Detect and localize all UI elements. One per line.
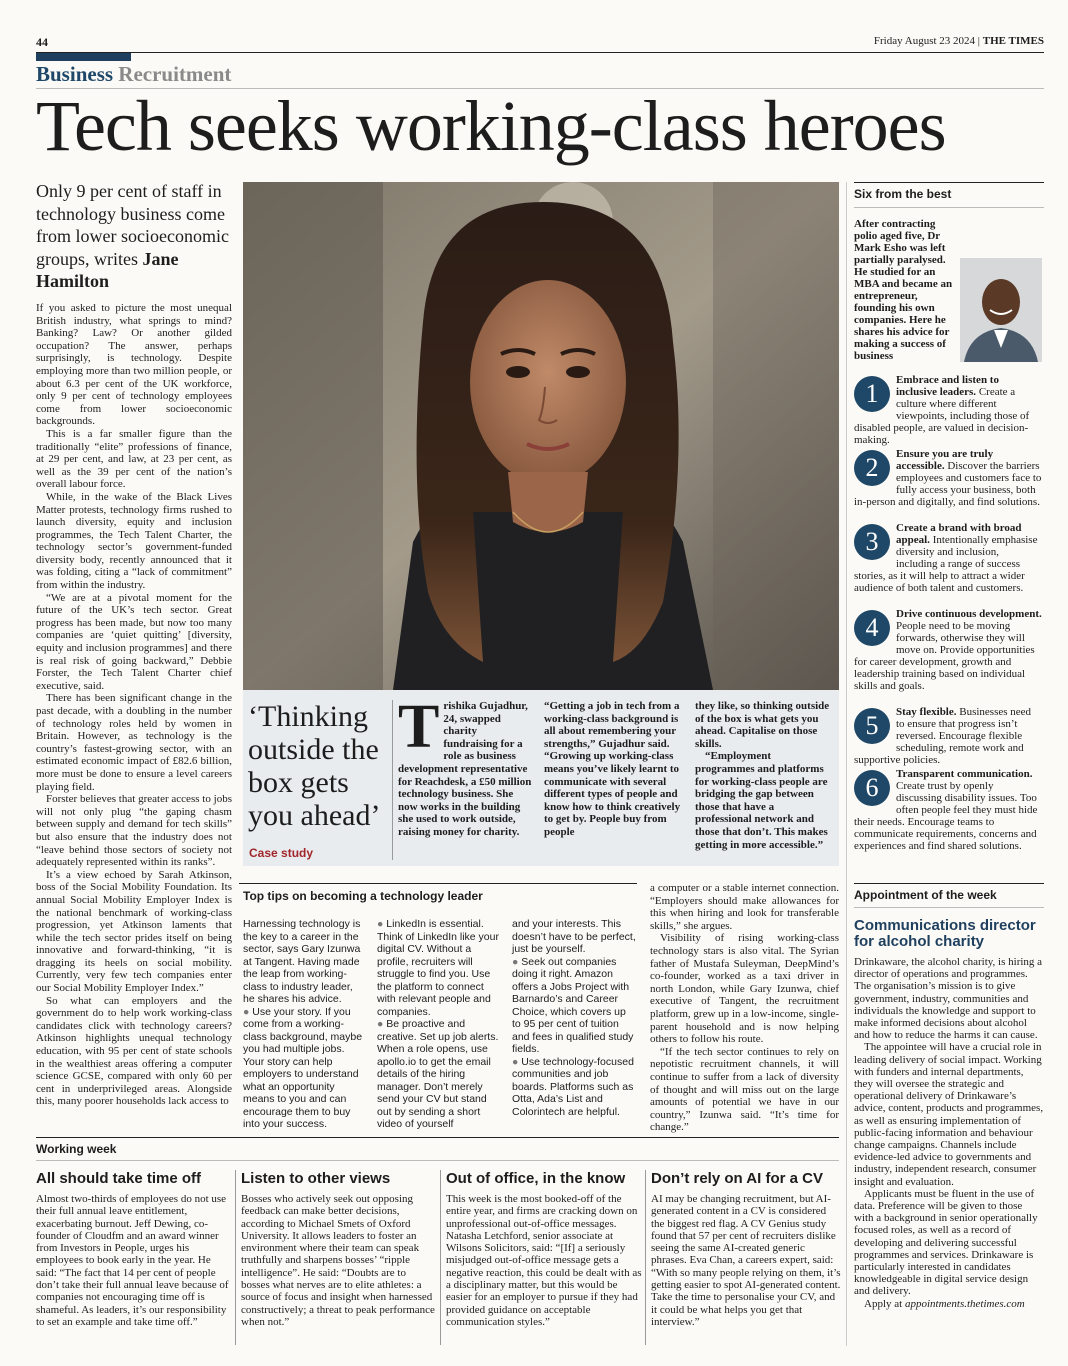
drop-cap: T bbox=[398, 693, 440, 761]
body-paragraph: While, in the wake of the Black Lives Matter protests, technology firms rushed to launch diversity, equity and inclusion programmes, the Tech Talent Charter, the technology sector’s government-funded diversity body, recently announced that it was folding, citing a “lack of commitment” from within the industry. bbox=[36, 490, 232, 592]
body-paragraph: So what can employers and the government do to help work working-class candidates click with technology careers? Atkinson highlights unequal technology education, with 95 per cent of state schools in the wealthiest areas offering a computer science GCSE, compared with only 60 per cent in underprivileged areas. Alongside this, many poorer households lack access to bbox=[36, 994, 232, 1108]
working-week-item: All should take time off Almost two-thirds of employees do not use their full annual leave entitlement, exacerbating burnout. Jeff Dewing, co-founder of Cloudfm and an award winner from Investors in People, urges his employees to book early in the year. He said: “The fact that 14 per cent of people don’t take their full annual leave because of companies not encouraging time off is shameful. As leaders, it’s our responsibility to set an example and take time off.” bbox=[36, 1170, 229, 1328]
dateline: Friday August 23 2024 | THE TIMES bbox=[873, 35, 1044, 47]
working-week-subrule bbox=[36, 1160, 839, 1161]
six-rule bbox=[854, 182, 1044, 183]
bullet-icon: ● bbox=[377, 918, 384, 930]
column-divider bbox=[392, 700, 393, 860]
six-item: 2 Ensure you are truly accessible. Discover the barriers employees and customers face to fully access your business, both in-person and digitally, and find solutions. bbox=[854, 448, 1042, 508]
tips-col-2: ● LinkedIn is essential. Think of LinkedIn like your digital CV. Without a profile, recruiters will struggle to find you. Use the platform to connect with relevant people and companies. ● Be proactive and creative. Set up job alerts. When a role opens, use apollo.io to get the email details of the hiring manager. Don’t merely send your CV but stand out by sending a short video of yourself bbox=[377, 918, 499, 1130]
tips-rule bbox=[239, 883, 637, 884]
case-study-col-2: “Getting a job in tech from a working-class background is all about remembering your strengths,” Gujadhur said. “Growing up working-class means you’ve likely learnt to communicate with several different types of people and know how to think creatively to get by. People buy from people bbox=[544, 700, 681, 838]
six-item: 1 Embrace and listen to inclusive leaders. Create a culture where different viewpoints, including those of disabled people, are valued in decision-making. bbox=[854, 374, 1030, 446]
body-paragraph: Forster believes that greater access to jobs will not only plug “the gaping chasm between supply and demand for tech skills” but also ensure that the industry does not “leave behind those sectors of society not adequately represented within its ranks”. bbox=[36, 793, 232, 869]
standfirst: Only 9 per cent of staff in technology business come from lower socioeconomic groups, writes Jane Hamilton bbox=[36, 181, 229, 291]
bullet-icon: ● bbox=[243, 1005, 250, 1018]
appointment-subrule bbox=[854, 907, 1044, 908]
tips-heading: Top tips on becoming a technology leader bbox=[243, 889, 483, 903]
body-paragraph: There has been significant change in the past decade, with a doubling in the number of technology roles held by women in Britain. However, as technology is the country’s fastest-growing sector, with an estimated economic impact of £82.6 billion, more must be done to ensure a level careers playing field. bbox=[36, 692, 232, 793]
six-intro: After contracting polio aged five, Dr Mark Esho was left partially paralysed. He studied for an MBA and became an entrepreneur, founding his own companies. Here he shares his advice for making a success of business bbox=[854, 218, 1042, 362]
portrait-photo bbox=[243, 182, 839, 690]
working-week-heading: Working week bbox=[36, 1142, 117, 1156]
six-item: 3 Create a brand with broad appeal. Intentionally emphasise diversity and inclusion, including a range of success stories, as it will help to attract a wider audience of both talent and customers. bbox=[854, 522, 1038, 594]
page-number: 44 bbox=[36, 35, 48, 49]
six-item: 4 Drive continuous development. People need to be moving forwards, otherwise they will move on. Provide opportunities for career development, growth and leadership training based on individual skills and goals. bbox=[854, 608, 1042, 692]
case-study-quote: ‘Thinking outside the box gets you ahead’ bbox=[248, 700, 381, 832]
bullet-icon: ● bbox=[377, 1018, 384, 1030]
body-paragraph: This is a far smaller figure than the traditionally “elite” professions of finance, at 29 per cent, and law, at 23 per cent, as well as the 39 per cent of the nation’s overall labour force. bbox=[36, 427, 232, 491]
apply-link[interactable]: appointments.thetimes.com bbox=[904, 1297, 1025, 1310]
main-article-body bbox=[36, 302, 232, 1108]
working-week-item: Out of office, in the know This week is the most booked-off of the entire year, and firms are cracking down on unprofessional out-of-office messages. Natasha Letchford, senior associate at Wilsons Solicitors, said: “[If] a seriously misjudged out-of-office message gets a negative reaction, this could be dealt with as a disciplinary matter, but this would be easier for an employer to pursue if they had provided guidance on acceptable communication styles.” bbox=[446, 1170, 642, 1328]
appointment-body: Drinkaware, the alcohol charity, is hiring a director of operations and programmes. The organisation’s mission is to give government, industry, communities and individuals the knowledge and support to make informed decisions about alcohol and how to reduce the harms it can cause. The appointee will have a crucial role in leading delivery of social impact. Working with funders and internal departments, they will oversee the strategic and operational delivery of Drinkaware’s advice, content, products and programmes, as well as ensuring implementation of public-facing information and behaviour change campaigns. Channels include evidence-led advice to governments and industry, independent research, consumer insight and evaluation. Applicants must be fluent in the use of data. Preference will be given to those with a background in senior operationally focused roles, as well as a record of developing and delivering successful programmes and services. Drinkaware is particularly interested in candidates knowledgeable in digital service design and delivery. Apply at appointments.thetimes.com bbox=[854, 956, 1044, 1310]
column-divider bbox=[645, 1170, 646, 1345]
appointment-heading: Appointment of the week bbox=[854, 888, 997, 902]
six-item: 6 Transparent communication. Create trust by openly discussing disability issues. Too often people feel they must hide their needs. Encourage teams to communicate requirements, concerns and experiences and find shared solutions. bbox=[854, 768, 1038, 852]
six-item: 5 Stay flexible. Businesses need to ensure that progress isn’t reversed. Encourage flexible scheduling, remote work and supportive policies. bbox=[854, 706, 1032, 766]
column-divider bbox=[235, 1170, 236, 1345]
bullet-icon: ● bbox=[512, 1055, 519, 1068]
bullet-icon: ● bbox=[512, 955, 519, 968]
case-study-col-3: they like, so thinking outside of the box is what gets you ahead. Capitalise on those skills. “Employment programmes and platforms for working-class people are bridging the gap between those that have a professional network and those that don’t. This makes getting in more accessible.” bbox=[695, 700, 830, 851]
tips-col-3: and your interests. This doesn’t have to be perfect, just be yourself. ● Seek out companies doing it right. Amazon offers a Jobs Project with Barnardo’s and Career Choice, which covers up to 95 per cent of tuition and fees in qualified study fields. ● Use technology-focused communities and job boards. Platforms such as Otta, Ada’s List and Colorintech are helpful. bbox=[512, 918, 636, 1118]
working-week-item: Listen to other views Bosses who actively seek out opposing feedback can make better decisions, according to Michael Smets of Oxford University. It allows leaders to foster an environment where their team can speak truthfully and sharpens bosses’ “ripple intelligence”. He said: “Doubts are to bosses what nerves are to elite athletes: a source of focus and insight when harnessed constructively; a threat to peak performance when not.” bbox=[241, 1170, 435, 1328]
body-paragraph: It’s a view echoed by Sarah Atkinson, boss of the Social Mobility Foundation. Its annual Social Mobility Employer Index is the national benchmark of working-class progression, yet Atkinson laments that while the tech sector prides itself on being innovative and forward-thinking, “it is dragging its heels on social mobility. Currently, very few tech companies enter our Social Mobility Employer Index.” bbox=[36, 868, 232, 995]
appointment-title: Communications director for alcohol charity bbox=[854, 917, 1036, 950]
case-study-label: Case study bbox=[249, 846, 314, 860]
headline: Tech seeks working-class heroes bbox=[36, 86, 946, 166]
appointment-rule bbox=[854, 883, 1044, 884]
six-list bbox=[854, 374, 1042, 852]
body-paragraph: “We are at a pivotal moment for the future of the UK’s tech sector. Great progress has been made, but now too many companies are ‘quiet quitting’ [diversity, equity and inclusion programmes] and there is real risk of going backward,” Debbie Forster, the Tech Talent Charter chief executive, said. bbox=[36, 591, 232, 692]
working-week-item: Don’t rely on AI for a CV AI may be changing recruitment, but AI-generated content in a CV is considered the biggest red flag. A CV Genius study found that 57 per cent of recruiters dislike seeing the same AI-created generic phrases. Eva Chan, a careers expert, said: “With so many people relying on them, it’s getting easier to spot AI-generated content. Take the time to personalise your CV, and it could be what helps you get that interview.” bbox=[651, 1170, 841, 1328]
six-subrule bbox=[854, 207, 1044, 208]
working-week-rule bbox=[36, 1137, 839, 1138]
top-rule bbox=[36, 52, 1044, 53]
section-color-bar bbox=[36, 52, 131, 61]
tips-col-1: Harnessing technology is the key to a career in the sector, says Gary Izunwa at Tangent. Having made the leap from working-class to industry leader, he shares his advice. ● Use your story. If you come from a working-class background, maybe you had multiple jobs. Your story can help employers to understand what an opportunity means to you and can encourage them to buy into your success. bbox=[243, 918, 363, 1130]
body-paragraph: If you asked to picture the most unequal British industry, what springs to mind? Banking? Law? Or another gilded occupation? The answer, perhaps surprisingly, is technology. Despite employing more than two million people, or about 6.3 per cent of the UK workforce, only 9 per cent of technology employees come from lower socioeconomic backgrounds. bbox=[36, 302, 232, 428]
mark-esho-photo bbox=[960, 258, 1042, 362]
section-label: Business Recruitment bbox=[36, 62, 232, 86]
article-continuation: a computer or a stable internet connection. “Employers should make allowances for this when hiring and look for transferable skills,” she argues. Visibility of rising working-class technology stars is also vital. The Syrian father of Mustafa Suleyman, DeepMind’s co-founder, worked as a taxi driver in north London, while Gary Izunwa, chief executive of Tangent, the recruitment platform, grew up in a low-income, single-parent household and is now helping others to follow his route. “If the tech sector continues to rely on nepotistic recruitment channels, it will continue to suffer from a lack of diversity of thought and will miss out on the large amounts of potential we have in our country,” Izunwa said. “It’s time for change.” bbox=[650, 882, 839, 1134]
six-heading: Six from the best bbox=[854, 187, 952, 201]
case-study-col-1: Trishika Gujadhur, 24, swapped charity fundraising for a role as business development representative for Reachdesk, a £50 million technology business. She now works in the building she used to work outside, raising money for charity. bbox=[398, 693, 532, 838]
right-column-divider bbox=[846, 182, 847, 1346]
column-divider bbox=[440, 1170, 441, 1345]
